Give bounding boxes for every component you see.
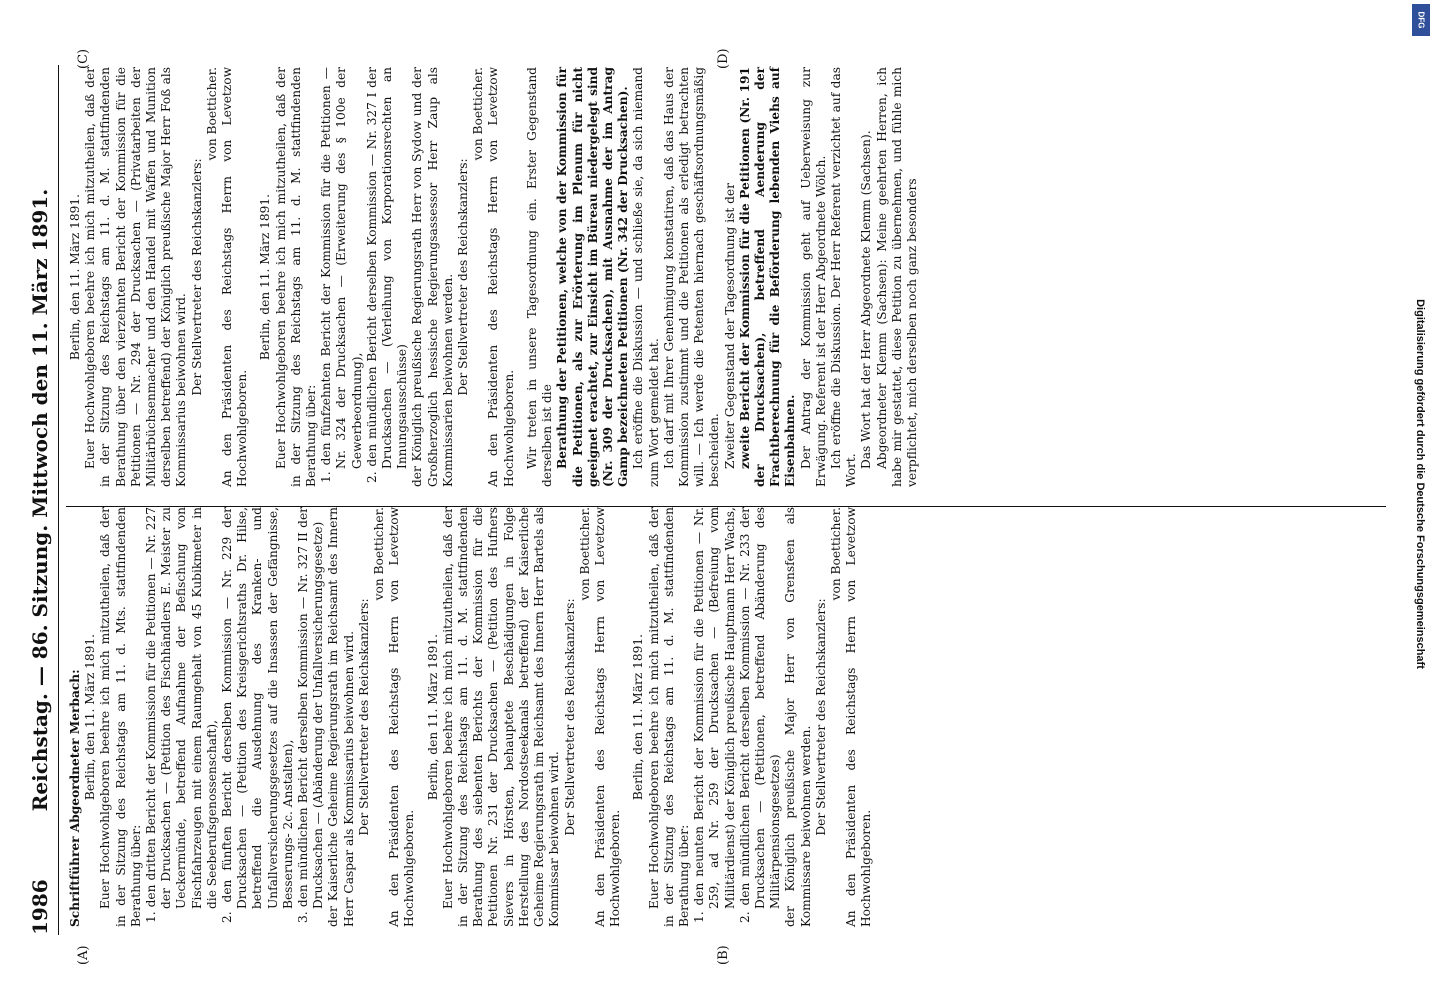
addressee: An den Präsidenten des Reichstags Herrn von Levetzow Hochwohlgeboren.	[592, 507, 623, 927]
letter-body: der Königlich preußische Regierungsrath Herr von Sydow und der Großherzoglich hessische Regierungsassessor Herr Zaup als Kommissarien beiwohnen werden.	[410, 67, 455, 487]
addressee: An den Präsidenten des Reichstags Herrn von Levetzow Hochwohlgeboren.	[220, 67, 250, 487]
letter-body: Euer Hochwohlgeboren beehre ich mich mitzutheilen, daß der in der Sitzung des Reichstags am 11. d. Mts. stattfindenden Berathung über:	[98, 507, 143, 927]
letter-item: 2. den mündlichen Bericht derselben Kommission — Nr. 327 I der Drucksachen — (Verleihung von Korporationsrechten an Innungsausschüsse)	[364, 67, 410, 483]
signature-title: Der Stellvertreter des Reichskanzlers:	[562, 598, 577, 836]
letter-body: Euer Hochwohlgeboren beehre ich mich mitzutheilen, daß der in der Sitzung des Reichstags am 11. d. M. stattfindenden Berathung über den vierzehnten Bericht der Kommission für die Petitionen — Nr. 294 der Drucksachen — (Privatarbeiten der Militärbüchsenmacher und den Handel mit Waffen und Munition derselben betreffend) der Königlich preußische Major Herr Foß als Kommissarius beiwohnen wird.	[83, 67, 189, 487]
letter-item: 2. den mündlichen Bericht derselben Kommission — Nr. 233 der Drucksachen — (Petitionen, betreffend Abänderung des Militärpensionsgesetzes)	[737, 507, 783, 923]
letter-item: 1. den neunten Bericht der Kommission für die Petitionen — Nr. 259, ad Nr. 259 der Drucksachen — (Befreiung vom Militärdienst) der Königlich preußische Hauptmann Herr Wachs,	[692, 507, 737, 923]
margin-mark-c: (C)	[76, 48, 91, 69]
letter-date: Berlin, den 11. März 1891.	[425, 633, 440, 801]
funding-note	[1410, 14, 1430, 994]
margin-mark-b: (B)	[716, 945, 731, 965]
agenda-text: Wir treten in unsere Tagesordnung ein. Erster Gegenstand derselben ist die	[524, 67, 555, 487]
speech-text: Abgeordneter Klemm (Sachsen): Meine geehrten Herren, ich habe mir gestattet, diese Petition zu übernehmen, und fühle mich verpflichtet, mich derselben noch ganz besonders	[874, 67, 919, 487]
letter-date: Berlin, den 11. März 1891.	[258, 193, 273, 361]
agenda-item-bold: zweite Bericht der Kommission für die Petitionen (Nr. 191 der Drucksachen), betreffend Aenderung der Frachtberechnung für die Beförderung lebenden Viehs auf Eisenbahnen.	[737, 67, 798, 487]
left-column	[68, 507, 1398, 927]
signature-name: von Boetticher.	[828, 507, 843, 601]
funding-note-text: Digitalisierung gefördert durch die Deutsche Forschungsgemeinschaft	[1414, 299, 1426, 669]
letter-body: der Kaiserliche Geheime Regierungsrath im Reichsamt des Innern Herr Caspar als Kommissarius beiwohnen wird.	[326, 507, 356, 927]
letter-item: 3. den mündlichen Bericht derselben Kommission — Nr. 327 II der Drucksachen — (Abänderung der Unfallversicherungsgesetze)	[296, 507, 326, 923]
letter-date: Berlin, den 11. März 1891.	[68, 193, 82, 361]
letter-date: Berlin, den 11. März 1891.	[83, 633, 98, 801]
agenda-text: Der Antrag der Kommission geht auf Ueberweisung zur Erwägung. Referent ist der Herr Abgeordnete Wölch.	[798, 67, 828, 487]
page-title: Reichstag. — 86. Sitzung. Mittwoch den 11. März 1891.	[28, 188, 52, 812]
agenda-text: Ich darf mit Ihrer Genehmigung konstatiren, daß das Haus der Kommission zustimmt und die Petitionen als erledigt betrachten will. — Ich werde die Petenten hiernach geschäftsordnungsmäßig bescheiden.	[661, 67, 722, 487]
margin-mark-a: (A)	[76, 945, 91, 965]
signature-name: von Boetticher.	[577, 507, 592, 601]
signature-name: von Boetticher.	[471, 67, 486, 161]
signature-title: Der Stellvertreter des Reichskanzlers:	[356, 598, 371, 836]
letter-body: Euer Hochwohlgeboren beehre ich mich mitzutheilen, daß der in der Sitzung des Reichstags am 11. d. M. stattfindenden Berathung des siebenten Berichts der Kommission für die Petitionen Nr. 231 der Drucksachen — (Petition des Hufners Sievers in Hörsten, behauptete Beschädigungen in Folge Herstellung des Nordostseekanals betreffend) der Kaiserliche Geheime Regierungsrath im Reichsamt des Innern Herr Bartels als Kommissar beiwohnen wird.	[440, 507, 562, 927]
letter-body: Euer Hochwohlgeboren beehre ich mich mitzutheilen, daß der in der Sitzung des Reichstags am 11. d. M. stattfindenden Berathung über:	[273, 67, 319, 487]
letter-body: der Königlich preußische Major Herr von Grensfeen als Kommissare beiwohnen werden.	[783, 507, 813, 927]
dfg-logo: DFG	[1412, 4, 1430, 36]
agenda-text: Ich eröffne die Diskussion — und schließe sie, da sich niemand zum Wort gemeldet hat.	[631, 67, 661, 487]
rotated-document-page	[16, 35, 1416, 965]
letter-item: 1. den fünfzehnten Bericht der Kommission für die Petitionen — Nr. 324 der Drucksachen — (Erweiterung des § 100e der Gewerbeordnung),	[319, 67, 364, 483]
letter-body: Euer Hochwohlgeboren beehre ich mich mitzutheilen, daß der in der Sitzung des Reichstags am 11. d. M. stattfindenden Berathung über:	[646, 507, 691, 927]
page-number: 1986	[28, 879, 52, 935]
agenda-text: Zweiter Gegenstand der Tagesordnung ist der	[722, 183, 737, 469]
page-header	[24, 65, 59, 935]
speaker-line: Schriftführer Abgeordneter Merbach:	[68, 669, 82, 927]
letter-date: Berlin, den 11. März 1891.	[631, 633, 646, 801]
addressee: An den Präsidenten des Reichstags Herrn von Levetzow Hochwohlgeboren.	[486, 67, 516, 487]
agenda-item-bold: Berathung der Petitionen, welche von der Kommission für die Petitionen, als zur Erörterung im Plenum für nicht geeignet erachtet, zur Einsicht im Büreau niedergelegt sind (Nr. 309 der Drucksachen), mit Ausnahme der im Antrag Gamp bezeichneten Petitionen (Nr. 342 der Drucksachen).	[555, 67, 631, 487]
signature-title: Der Stellvertreter des Reichskanzlers:	[456, 158, 471, 396]
signature-title: Der Stellvertreter des Reichskanzlers:	[189, 158, 204, 396]
agenda-text: Das Wort hat der Herr Abgeordnete Klemm (Sachsen).	[859, 130, 874, 469]
agenda-text: Ich eröffne die Diskussion. Der Herr Referent verzichtet auf das Wort.	[828, 67, 859, 487]
addressee: An den Präsidenten des Reichstags Herrn von Levetzow Hochwohlgeboren.	[387, 507, 417, 927]
letter-item: 2. den fünften Bericht derselben Kommission — Nr. 229 der Drucksachen — (Petition des Kreisgerichtsraths Dr. Hilse, betreffend die Ausdehnung des Kranken- und Unfallversicherungsgesetzes auf die Insassen der Gefängnisse, Besserungs- 2c. Anstalten),	[220, 507, 295, 923]
letter-item: 1. den dritten Bericht der Kommission für die Petitionen — Nr. 227 der Drucksachen — (Petition des Fischhändlers E. Meister zu Ueckermünde, betreffend Aufnahme der Befischung von Fischfahrzeugen mit einem Raumgehalt von 45 Kubikmeter in die Seeberufsgenossenschaft),	[144, 507, 219, 923]
signature-name: von Boetticher.	[204, 67, 219, 161]
signature-name: von Boetticher.	[372, 507, 387, 601]
right-column	[68, 67, 1398, 487]
signature-title: Der Stellvertreter des Reichskanzlers:	[813, 598, 828, 836]
addressee: An den Präsidenten des Reichstags Herrn von Levetzow Hochwohlgeboren.	[844, 507, 874, 927]
margin-mark-d: (D)	[716, 48, 731, 69]
